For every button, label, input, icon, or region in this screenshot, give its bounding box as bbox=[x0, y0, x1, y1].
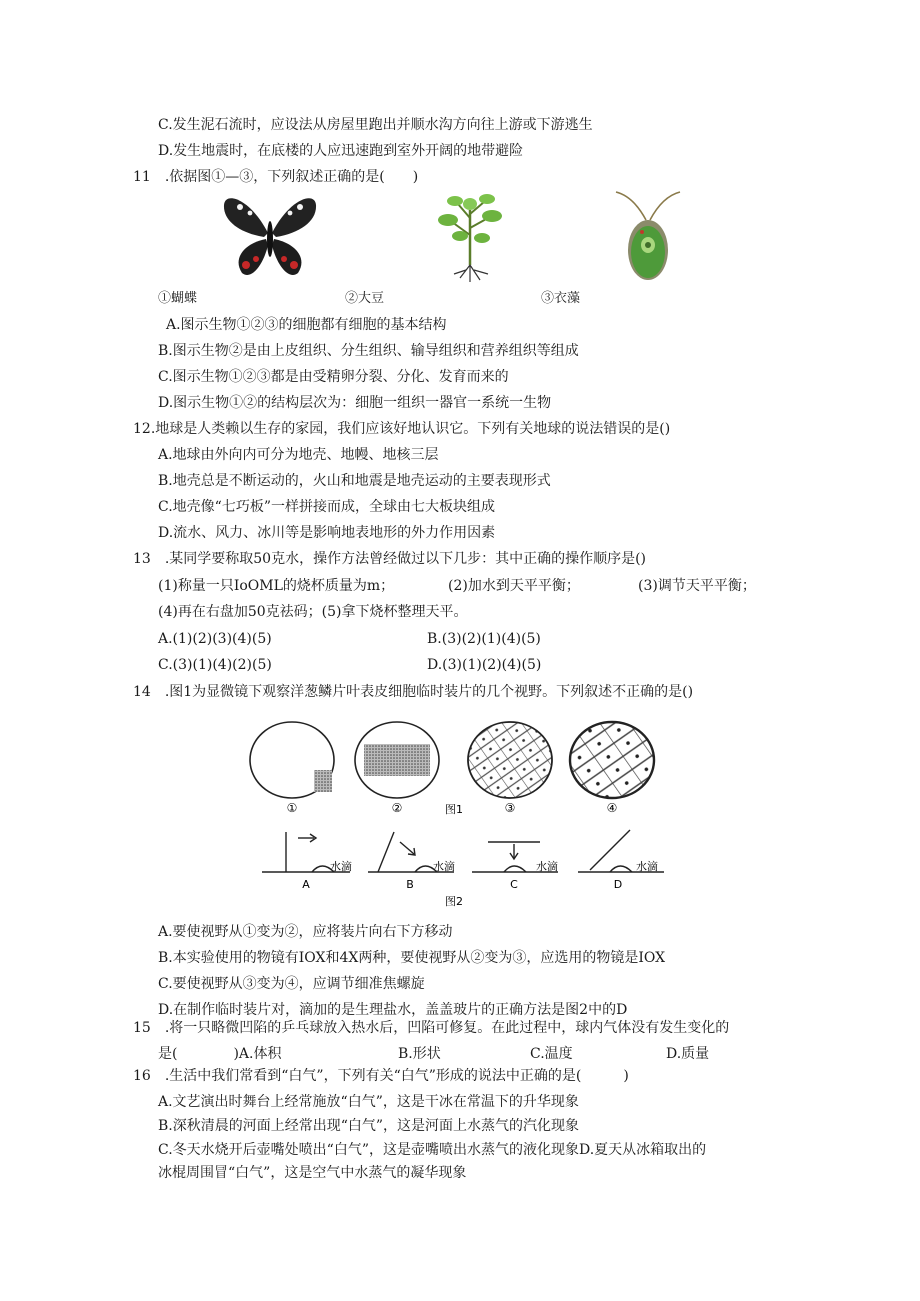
q16-option-c-d: C.冬天水烧开后壶嘴处喷出“白气”，这是壶嘴喷出水蒸气的液化现象D.夏天从冰箱取出的 bbox=[158, 1142, 707, 1158]
q13-option-b: B.(3)(2)(1)(4)(5) bbox=[427, 631, 541, 647]
q15-option-a: 是( )A.体积 bbox=[158, 1046, 282, 1062]
chlamydomonas-image bbox=[608, 190, 688, 285]
q14-option-a: A.要使视野从①变为②，应将装片向右下方移动 bbox=[158, 924, 453, 940]
fig2-letter-a: A bbox=[302, 878, 310, 891]
fig1-label-4: ④ bbox=[606, 801, 618, 815]
caption-butterfly: ①蝴蝶 bbox=[158, 291, 198, 306]
q15-option-b: B.形状 bbox=[398, 1046, 441, 1062]
caption-chlamydomonas: ③衣藻 bbox=[541, 291, 581, 306]
fig2-water-a: 水滴 bbox=[330, 860, 352, 873]
fig1-label-3: ③ bbox=[504, 801, 516, 815]
q12-option-d: D.流水、风力、冰川等是影响地表地形的外力作用因素 bbox=[158, 525, 496, 541]
fig1-label-2: ② bbox=[391, 801, 403, 815]
q15-option-d: D.质量 bbox=[666, 1046, 710, 1062]
fig2-letter-c: C bbox=[510, 878, 518, 891]
q13-stem: 13 .某同学要称取50克水，操作方法曾经做过以下几步：其中正确的操作顺序是() bbox=[133, 551, 647, 567]
q11-option-d: D.图示生物①②的结构层次为：细胞一组织一器官一系统一生物 bbox=[158, 395, 552, 411]
specimen-patch-2 bbox=[364, 744, 430, 776]
q13-option-c: C.(3)(1)(4)(2)(5) bbox=[158, 657, 272, 673]
q13-step-1: (1)称量一只IoOML的烧杯质量为m； bbox=[158, 578, 395, 594]
q14-option-d: D.在制作临时装片对，滴加的是生理盐水，盖盖玻片的正确方法是图2中的D bbox=[158, 1002, 628, 1018]
specimen-patch-1 bbox=[314, 770, 332, 792]
q12-option-a: A.地球由外向内可分为地壳、地幔、地核三层 bbox=[158, 447, 439, 463]
fig2-water-d: 水滴 bbox=[636, 860, 658, 873]
fig2-water-c: 水滴 bbox=[536, 860, 558, 873]
fig2-water-b: 水滴 bbox=[433, 860, 455, 873]
q15-stem: 15 .将一只略微凹陷的乒乓球放入热水后，凹陷可修复。在此过程中，球内气体没有发生变化的 bbox=[133, 1020, 730, 1036]
q13-step-3: (3)调节天平平衡； bbox=[638, 578, 756, 594]
fig2-title: 图2 bbox=[445, 895, 463, 907]
q14-option-c: C.要使视野从③变为④，应调节细准焦螺旋 bbox=[158, 976, 425, 992]
q13-option-d: D.(3)(1)(2)(4)(5) bbox=[427, 657, 542, 673]
soybean-plant-image bbox=[430, 190, 510, 285]
q13-option-a: A.(1)(2)(3)(4)(5) bbox=[158, 631, 272, 647]
q10-option-c: C.发生泥石流时，应设法从房屋里跑出并顺水沟方向往上游或下游逃生 bbox=[158, 117, 593, 133]
q12-option-b: B.地壳总是不断运动的，火山和地震是地壳运动的主要表现形式 bbox=[158, 473, 551, 489]
q11-stem: 11 .依据图①—③，下列叙述正确的是( ) bbox=[133, 169, 419, 185]
q16-option-d-cont: 冰棍周围冒“白气”，这是空气中水蒸气的凝华现象 bbox=[158, 1165, 467, 1181]
q10-option-d: D.发生地震时，在底楼的人应迅速跑到室外开阔的地带避险 bbox=[158, 143, 524, 159]
q11-option-b: B.图示生物②是由上皮组织、分生组织、输导组织和营养组织等组成 bbox=[158, 343, 579, 359]
q12-stem: 12.地球是人类赖以生存的家园，我们应该好地认识它。下列有关地球的说法错误的是() bbox=[133, 421, 671, 437]
fig1-title: 图1 bbox=[445, 803, 463, 816]
q14-option-b: B.本实验使用的物镜有IOX和4X两种，要使视野从②变为③，应选用的物镜是IOX bbox=[158, 950, 666, 966]
q11-option-a: A.图示生物①②③的细胞都有细胞的基本结构 bbox=[166, 317, 447, 333]
fig2-letter-b: B bbox=[406, 878, 414, 891]
q12-option-c: C.地壳像“七巧板”一样拼接而成，全球由七大板块组成 bbox=[158, 499, 495, 515]
q11-option-c: C.图示生物①②③都是由受精卵分裂、分化、发育而来的 bbox=[158, 369, 509, 385]
caption-soybean: ②大豆 bbox=[345, 291, 385, 306]
q13-step-4-5: (4)再在右盘加50克祛码；(5)拿下烧杯整理天平。 bbox=[158, 604, 468, 620]
q14-stem: 14 .图1为显微镜下观察洋葱鳞片叶表皮细胞临时装片的几个视野。下列叙述不正确的是() bbox=[133, 684, 694, 700]
fig2-letter-d: D bbox=[613, 878, 623, 891]
fig1-label-1: ① bbox=[286, 801, 298, 815]
q16-stem: 16 .生活中我们常看到“白气”，下列有关“白气”形成的说法中正确的是( ) bbox=[133, 1068, 629, 1084]
q15-option-c: C.温度 bbox=[530, 1046, 573, 1062]
butterfly-image bbox=[220, 193, 320, 283]
q16-option-a: A.文艺演出时舞台上经常施放“白气”，这是干冰在常温下的升华现象 bbox=[158, 1094, 579, 1110]
q13-step-2: (2)加水到天平平衡； bbox=[448, 578, 580, 594]
q16-option-b: B.深秋清晨的河面上经常出现“白气”，这是河面上水蒸气的汽化现象 bbox=[158, 1118, 580, 1134]
microscope-figure bbox=[240, 712, 670, 907]
